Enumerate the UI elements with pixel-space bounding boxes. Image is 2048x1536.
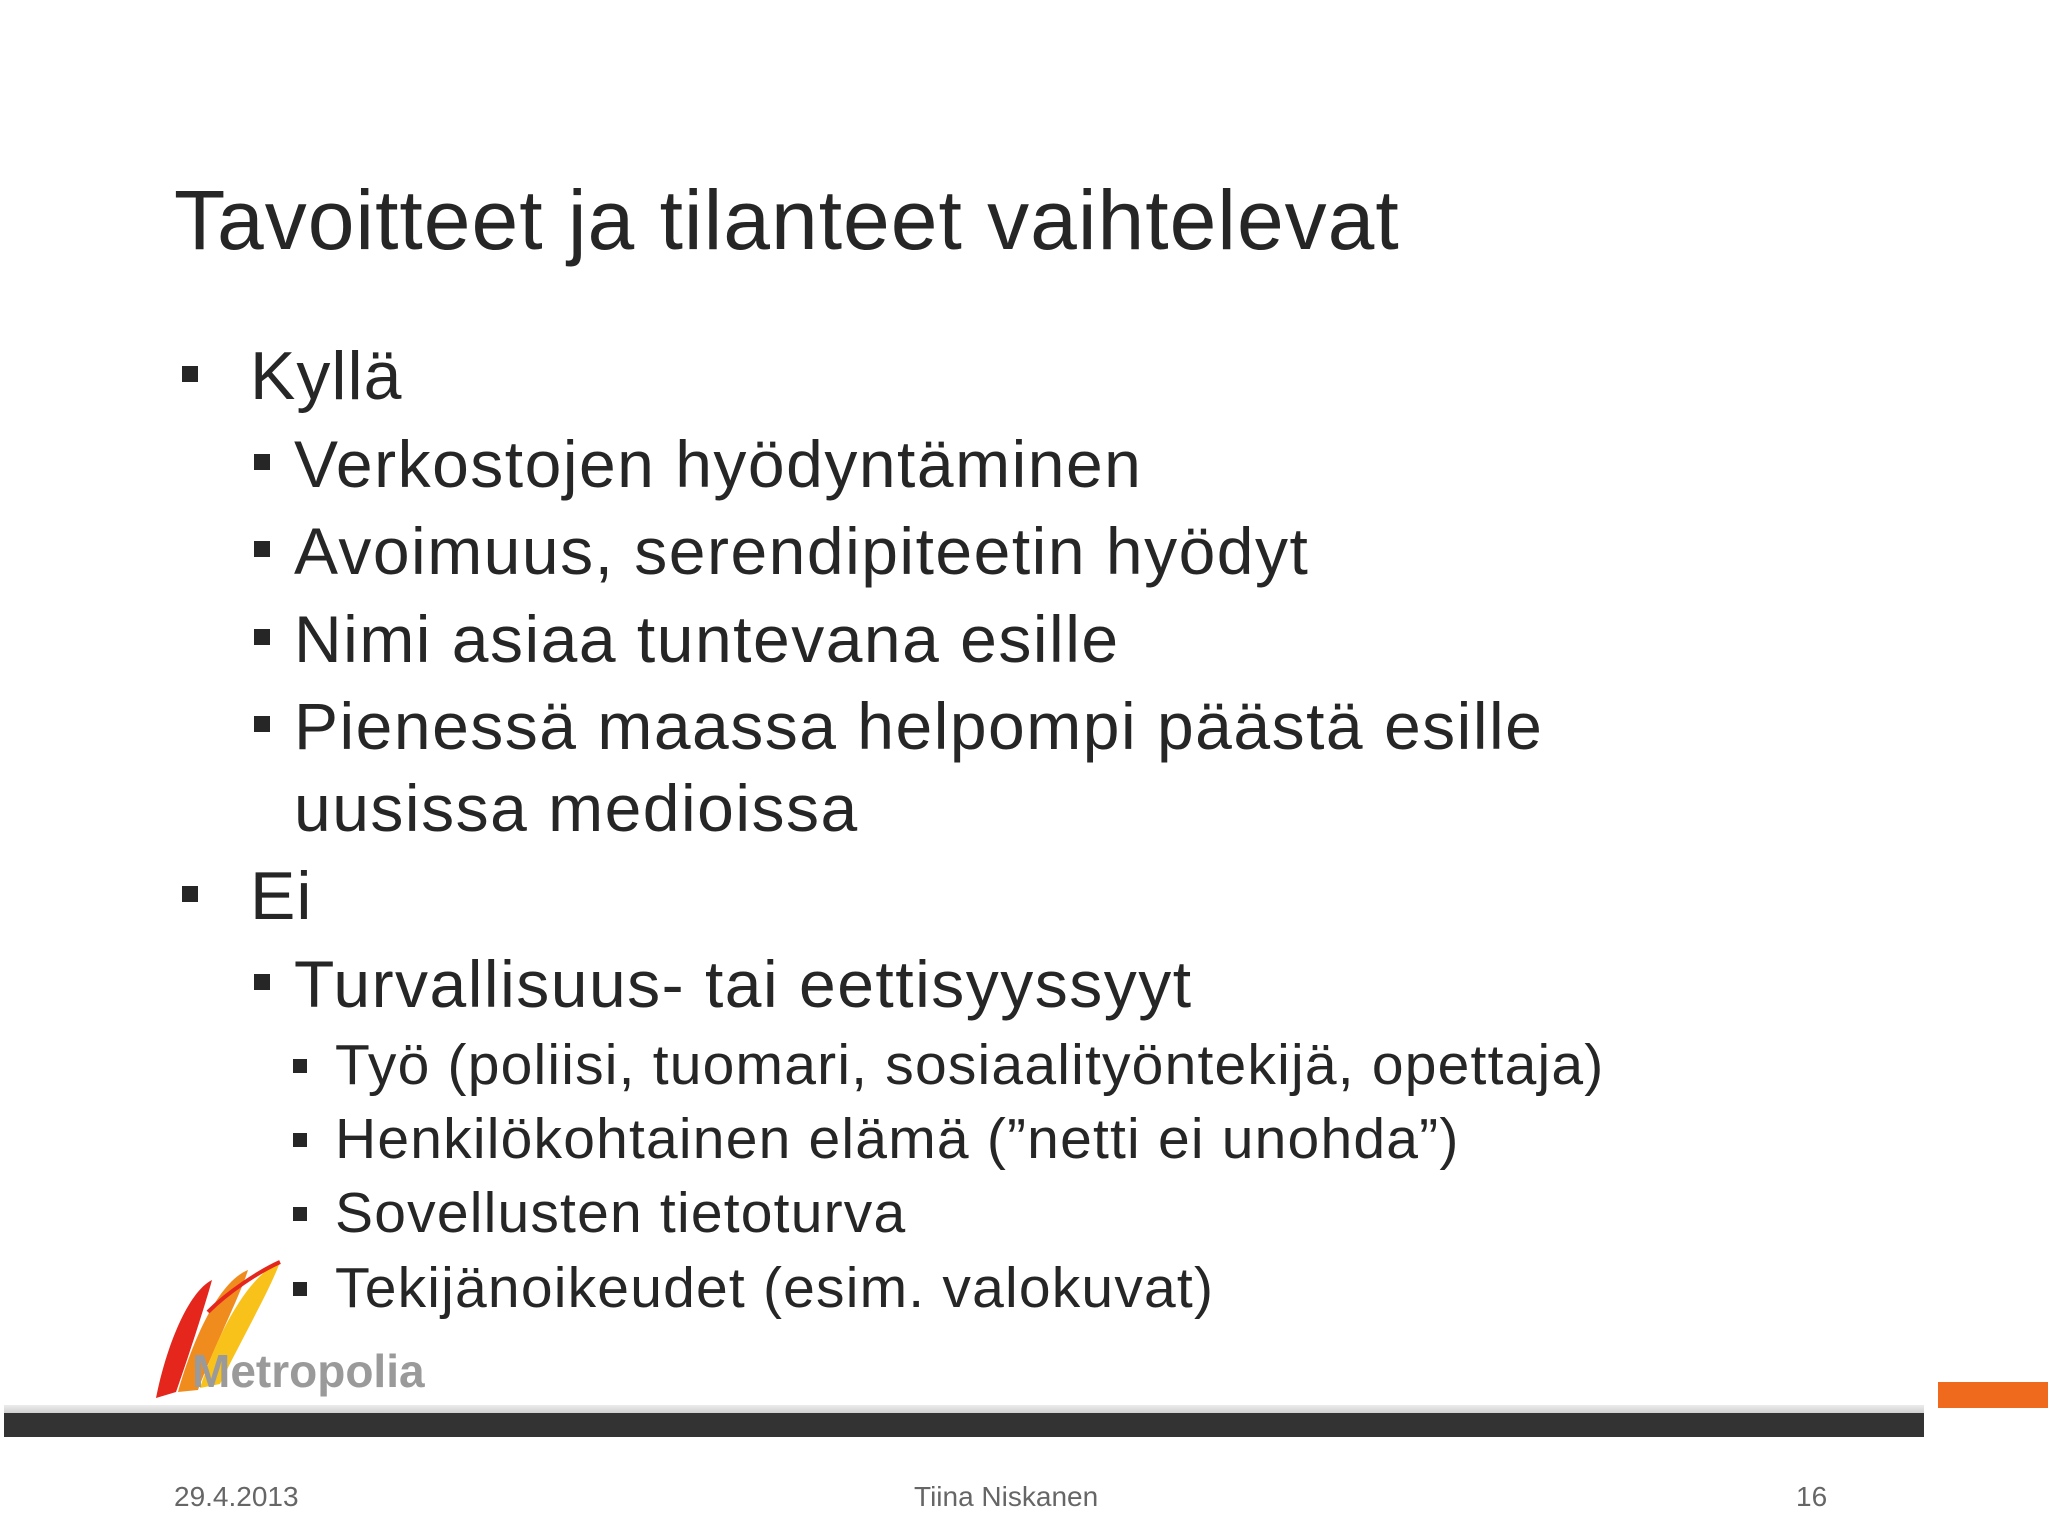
square-bullet-icon xyxy=(293,1207,307,1221)
bullet-text: Ei xyxy=(250,858,313,934)
footer-accent xyxy=(1938,1382,2048,1408)
slide-title: Tavoitteet ja tilanteet vaihtelevat xyxy=(174,173,1400,267)
square-bullet-icon xyxy=(182,886,198,902)
metropolia-logo xyxy=(148,1252,448,1402)
footer-date: 29.4.2013 xyxy=(174,1481,299,1512)
square-bullet-icon xyxy=(254,629,270,645)
square-bullet-icon xyxy=(182,366,198,382)
bullet-text: Pienessä maassa helpompi päästä esille xyxy=(294,689,1544,763)
footer-bar xyxy=(4,1413,1924,1437)
page-number: 16 xyxy=(1796,1481,1828,1512)
bullet-text: Turvallisuus- tai eettisyyssyyt xyxy=(294,947,1193,1021)
bullet-text: Työ (poliisi, tuomari, sosiaalityöntekijä, opettaja) xyxy=(335,1033,1605,1097)
square-bullet-icon xyxy=(293,1059,307,1073)
square-bullet-icon xyxy=(254,454,270,470)
logo-text: Metropolia xyxy=(192,1345,425,1397)
bullet-text: Sovellusten tietoturva xyxy=(335,1181,907,1245)
square-bullet-icon xyxy=(293,1133,307,1147)
square-bullet-icon xyxy=(254,716,270,732)
bullet-text: Henkilökohtainen elämä (”netti ei unohda”) xyxy=(335,1107,1460,1171)
bullet-text: Nimi asiaa tuntevana esille xyxy=(294,602,1120,676)
bullet-text: Kyllä xyxy=(250,338,403,414)
bullet-text: Verkostojen hyödyntäminen xyxy=(294,427,1143,501)
bullet-text: uusissa medioissa xyxy=(294,771,859,845)
footer-author: Tiina Niskanen xyxy=(914,1481,1099,1512)
bullet-text: Avoimuus, serendipiteetin hyödyt xyxy=(294,514,1310,588)
bullet-text: Tekijänoikeudet (esim. valokuvat) xyxy=(335,1256,1215,1320)
square-bullet-icon xyxy=(254,974,270,990)
square-bullet-icon xyxy=(254,541,270,557)
